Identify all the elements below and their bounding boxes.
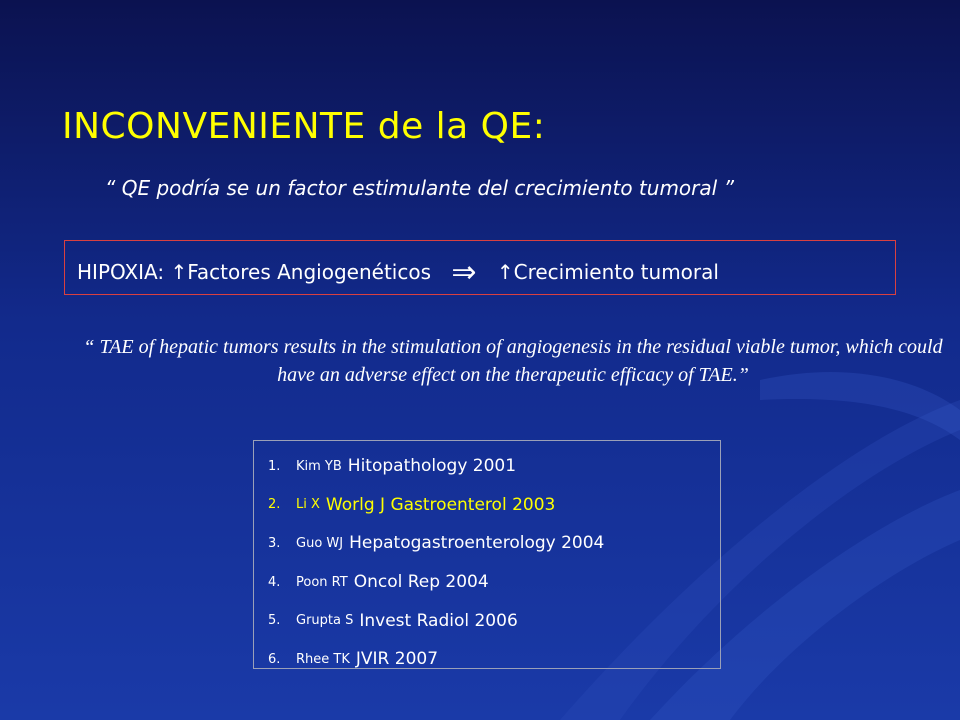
reference-item [268,601,604,640]
reference-item [268,640,604,679]
reference-journal: Oncol Rep 2004 [353,572,489,593]
reference-journal: JVIR 2007 [355,649,439,670]
reference-number: 3. [268,535,281,551]
reference-item [268,486,604,525]
implies-arrow-icon: ⇒ [451,255,477,290]
reference-number: 4. [268,574,281,590]
spanish-quote: “ QE podría se un factor estimulante del crecimiento tumoral ” [105,176,734,200]
reference-author: Poon RT [296,574,348,590]
reference-journal: Hepatogastroenterology 2004 [349,533,605,554]
reference-journal: Hitopathology 2001 [347,456,517,477]
hipoxia-factor: ↑Factores Angiogenéticos [170,260,431,284]
tae-quote: “ TAE of hepatic tumors results in the stimulation of angiogenesis in the residual viable tumor, which could have an adverse effect on the therapeutic efficacy of TAE.” [83,336,943,386]
reference-author: Grupta S [296,613,354,629]
hipoxia-label: HIPOXIA: [77,260,165,284]
reference-author: Guo WJ [296,535,344,551]
reference-author: Li X [296,497,320,513]
reference-journal: Worlg J Gastroenterol 2003 [325,494,556,515]
hipoxia-statement [77,255,719,290]
hipoxia-result: ↑Crecimiento tumoral [496,260,719,284]
reference-item [268,563,604,602]
hipoxia-box [64,240,896,295]
reference-number: 2. [268,497,281,513]
references-list [268,447,604,679]
reference-number: 5. [268,613,281,629]
reference-number: 1. [268,458,281,474]
reference-item [268,447,604,486]
reference-author: Rhee TK [296,651,350,667]
slide-title: INCONVENIENTE de la QE: [62,106,546,147]
reference-journal: Invest Radiol 2006 [359,610,518,631]
reference-item [268,524,604,563]
reference-number: 6. [268,651,281,667]
reference-author: Kim YB [296,458,342,474]
references-box [253,440,721,669]
